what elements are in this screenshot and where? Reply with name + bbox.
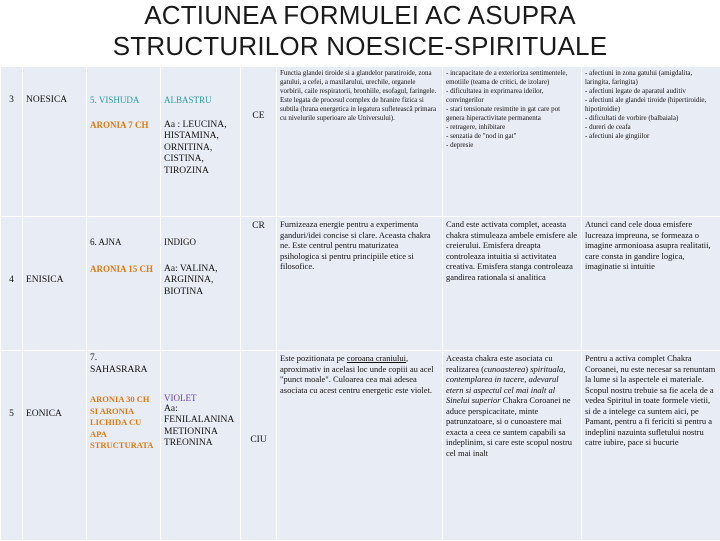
chakra-color: INDIGO [164,237,237,248]
slide-title-line-1: ACTIUNEA FORMULEI AC ASUPRA [0,0,720,31]
table-row [1,67,720,217]
code-cell: CIU [241,351,277,541]
emotional-text-italic-2: spirituala, contemplarea in tacere, adevarul etern si aspectul cel mai inalt al Sinelui superior [446,364,565,406]
table-row [1,351,720,541]
emotional-text-b: ) [525,364,530,374]
aroma-label: ARONIA 7 CH [90,120,157,131]
code-cell: CE [241,67,277,217]
chakra-cell [87,67,161,217]
emotional-cell [443,67,582,217]
physical-cell: Pentru a activa complet Chakra Coroanei, nu este necesar sa renuntam la lume si la aspectele ei materiale. Scopul nostru trebuie sa fie acela de a vedea Spiritul in toate formele vietii, si de a intelege ca suntem aici, pe Pamant, pentru a fi fericiti si pentru a indeplini nazuinta sufletului nostru catre iubire, pace si bucurie [582,351,720,541]
emotional-text-a: Aceasta chakra este asociata cu realizarea ( [446,353,553,374]
row-number: 3 [1,67,23,217]
aroma-label: ARONIA 15 CH [90,264,157,275]
emotional-text-italic-1: cunoasterea [484,364,525,374]
code-cell: CR [241,217,277,351]
amino-acids: Aa: FENILALANINA METIONINA TREONINA [164,404,237,450]
chakra-cell [87,351,161,541]
emotional-text: - incapacitate de a exterioriza sentimentele, emotiile (teama de critici, de izolare) - dificultatea in exprimarea ideilor, convingerilor - stari tensionate resimtite in gat care pot genera hiperactivitate permanenta - retragere, inhibitare - senzatia de "nod in gat" - depresie [446,69,567,149]
slide-title-line-2: STRUCTURILOR NOESICE-SPIRITUALE [0,31,720,62]
physical-text: - afectiuni in zona gatului (amigdalita, laringita, faringita) - afectiuni legate de aparatul auditiv - afectiuni ale glandei tiroide (hipertiroidie, hipotiroidie) - dificultati de vorbire (balbaiala) - dureri de ceafa - afectiuni ale gingiilor [585,69,706,140]
description-cell: Furnizeaza energie pentru a experimenta ganduri/idei concise si clare. Aceasta chakra ne. Este centrul pentru maturizatea psihologica si pentru principiile etice si filosofice. [277,217,443,351]
physical-cell [582,67,720,217]
chakra-name: 7. SAHASRARA [90,353,157,376]
row-number: 5 [1,351,23,541]
chakra-table [0,66,720,541]
row-number: 4 [1,217,23,351]
description-crown-underlined: coroana craniului [347,353,406,363]
chakra-name: 5. VISHUDA [90,95,157,106]
aroma-label: ARONIA 30 CH SI ARONIA LICHIDA CU APA STRUCTURATA [90,394,157,452]
description-cell [277,351,443,541]
table-row [1,217,720,351]
amino-acids: Aa : LEUCINA, HISTAMINA, ORNITINA, CISTINA, TIROZINA [164,120,237,178]
physical-cell: Atunci cand cele doua emisfere lucreaza impreuna, se formeaza o imagine armonioasa asupra realitatii, care consta in gandire logica, imaginatie si intuitie [582,217,720,351]
chakra-cell [87,217,161,351]
amino-acids: Aa: VALINA, ARGININA, BIOTINA [164,264,237,299]
description-cell: Functia glandei tiroide si a glandelor paratiroide, zona gatului, a cefei, a maxilarului, urechile, organele vorbirii, caile respiratorii, bronhiile, esofagul, faringele. Este legata de procesul complex de hranire fizica si subtila (hrana energetica in legatura sufletească primara cu nivelurile superioare ale Universului). [277,67,443,217]
emotional-cell: Cand este activata complet, aceasta chakra stimuleaza ambele emisfere ale creierului. Emisfera dreapta controleaza intuitia si activitatea creativa. Emisfera stanga controleaza gandirea rationala si analitica [443,217,582,351]
description-text-pre: Este pozitionata pe [280,353,347,363]
emotional-cell [443,351,582,541]
chakra-name: 6. AJNA [90,237,157,248]
center-name: EONICA [23,351,87,541]
color-cell [161,351,241,541]
center-name: NOESICA [23,67,87,217]
emotional-text-c: Chakra Coroanei ne aduce perspicacitate, minte patrunzatoare, si o cunoastere mai exacta a ceea ce suntem capabili sa indeplinim, si care este scopul nostru cel mai inalt [446,395,572,458]
center-name: ENISICA [23,217,87,351]
chakra-color: ALBASTRU [164,95,237,106]
chakra-color: VIOLET [164,393,237,404]
color-cell [161,217,241,351]
description-text-post: , aproximativ in acelasi loc unde copiii au acel "punct moale". Culoarea cea mai adesea asociata cu acest centru energetic este violet. [280,353,434,395]
color-cell [161,67,241,217]
slide-title [0,0,720,66]
